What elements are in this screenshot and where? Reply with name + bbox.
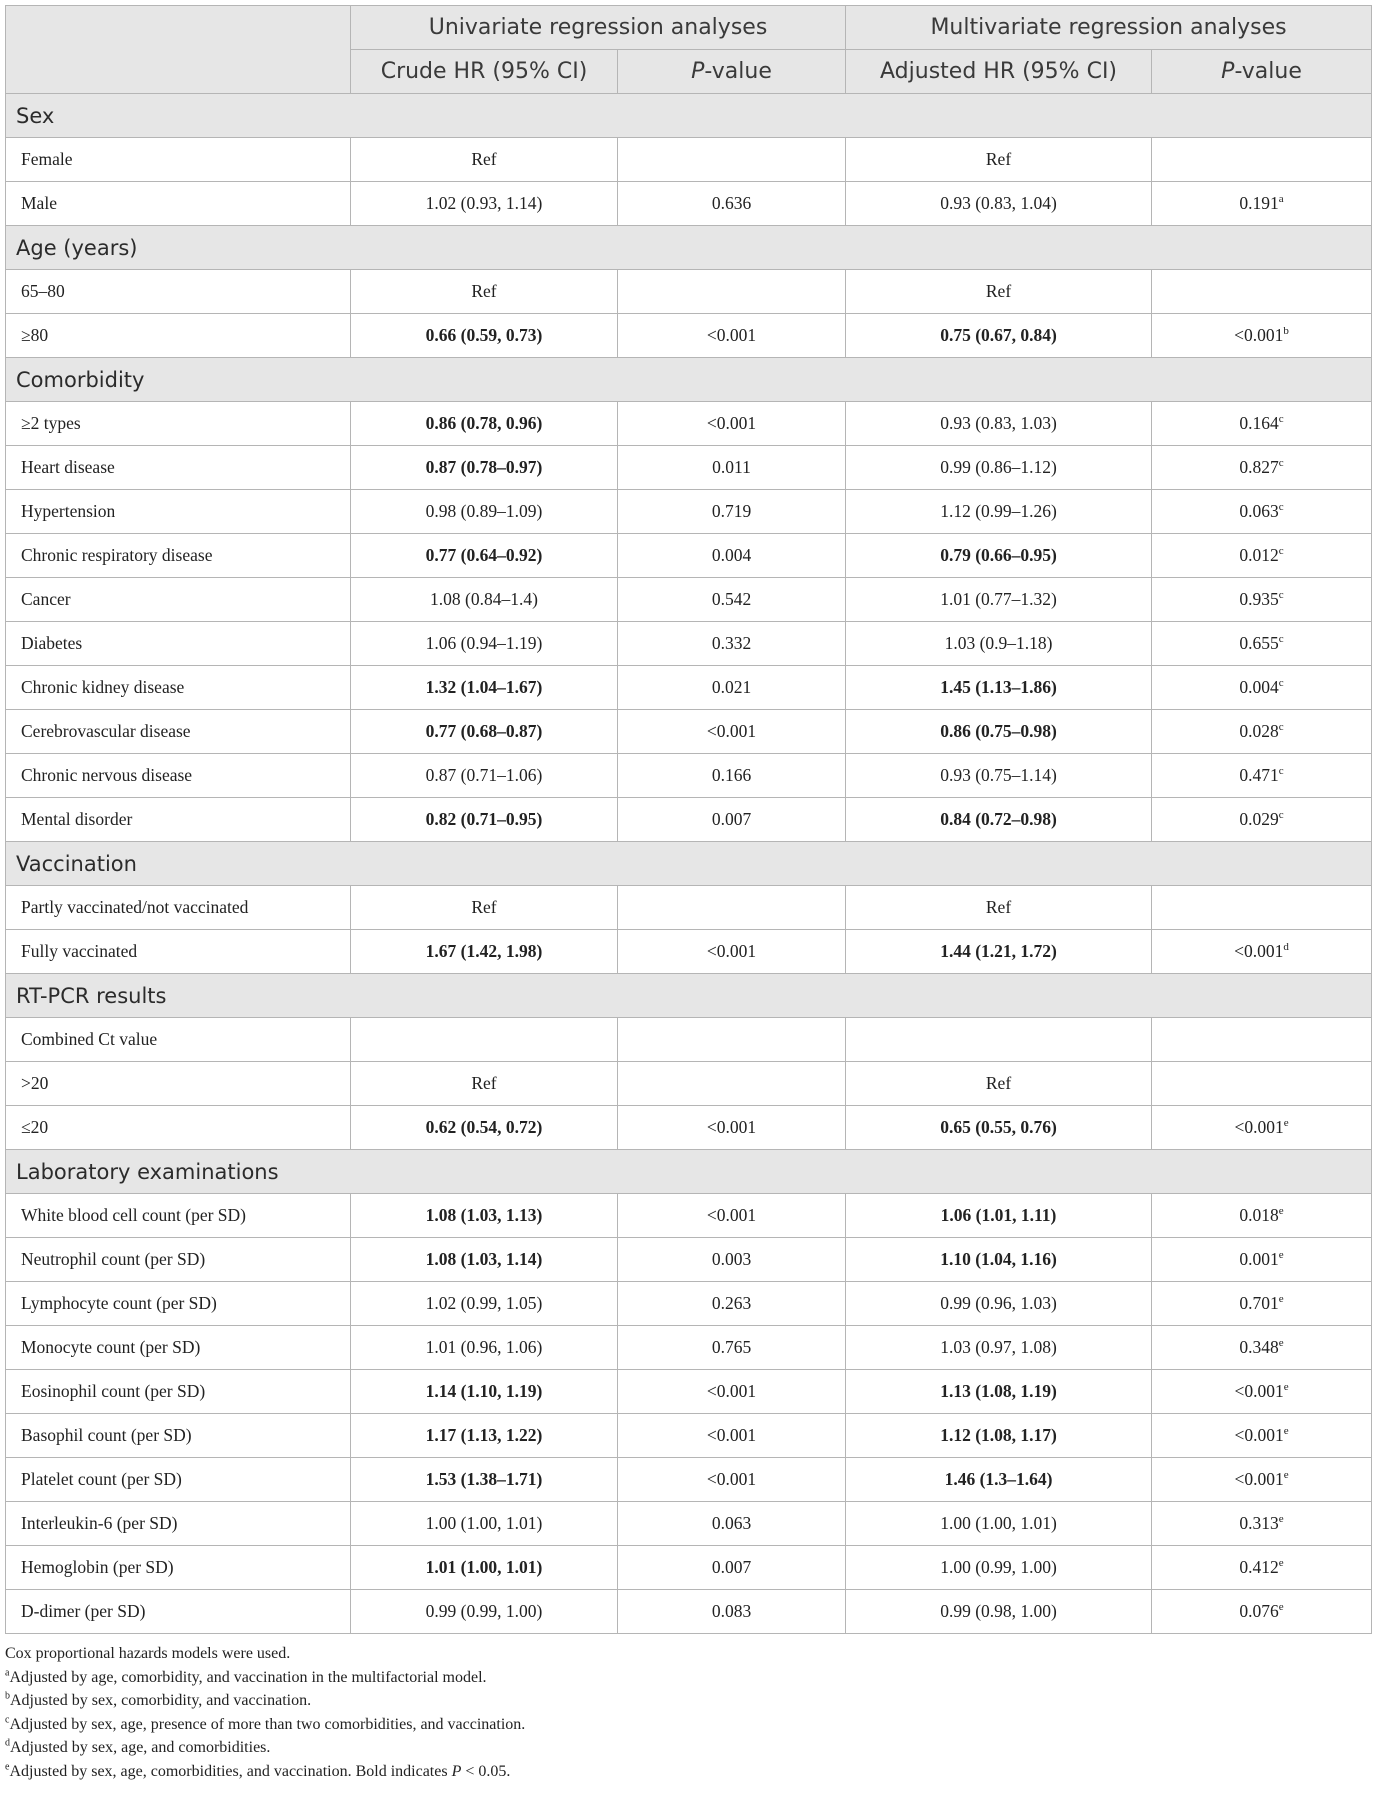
- table-row: [6, 270, 1372, 314]
- section-row: [6, 94, 1372, 138]
- table-row: [6, 1326, 1372, 1370]
- p-value-multivariate-cell: [1152, 490, 1372, 534]
- footnote-mark: c: [1278, 501, 1284, 514]
- p-value-univariate-cell: 0.004: [618, 534, 846, 578]
- crude-hr-cell: 1.08 (0.84–1.4): [351, 578, 618, 622]
- table-row: [6, 578, 1372, 622]
- footnote-mark: e: [1278, 1601, 1284, 1614]
- adjusted-hr-cell: Ref: [846, 270, 1152, 314]
- header-empty-cell: [6, 6, 351, 94]
- p-suffix: -value: [704, 59, 772, 84]
- p-value-multivariate-cell: [1152, 1238, 1372, 1282]
- section-row: [6, 842, 1372, 886]
- crude-hr-cell: Ref: [351, 886, 618, 930]
- p-value-univariate-cell: 0.719: [618, 490, 846, 534]
- p-value: <0.001: [1234, 941, 1284, 961]
- p-value: 0.935: [1239, 589, 1279, 609]
- footnote-mark: e: [5, 1761, 10, 1773]
- footnote-c: [5, 1713, 1371, 1737]
- crude-hr-cell: 1.00 (1.00, 1.01): [351, 1502, 618, 1546]
- table-row: [6, 1018, 1372, 1062]
- table-row: [6, 402, 1372, 446]
- row-label: Hypertension: [6, 490, 351, 534]
- crude-hr-cell: 0.62 (0.54, 0.72): [351, 1106, 618, 1150]
- footnote-mark: c: [1278, 721, 1284, 734]
- p-value-univariate-cell: <0.001: [618, 930, 846, 974]
- p-value: 0.076: [1239, 1601, 1279, 1621]
- footnote-mark: e: [1278, 1557, 1284, 1570]
- table-container: [5, 5, 1371, 1783]
- table-row: [6, 798, 1372, 842]
- p-value-univariate-cell: [618, 886, 846, 930]
- adjusted-hr-cell: 1.01 (0.77–1.32): [846, 578, 1152, 622]
- footnote-mark: e: [1278, 1337, 1284, 1350]
- adjusted-hr-cell: 0.75 (0.67, 0.84): [846, 314, 1152, 358]
- footnote-text: Adjusted by sex, age, comorbidities, and vaccination. Bold indicates: [9, 1762, 452, 1780]
- p-value-multivariate-cell: [1152, 1326, 1372, 1370]
- header-p-value-multivariate: [1152, 50, 1372, 94]
- header-p-value-univariate: [618, 50, 846, 94]
- section-title: Sex: [6, 94, 1372, 138]
- p-value-univariate-cell: <0.001: [618, 1370, 846, 1414]
- p-value-univariate-cell: 0.542: [618, 578, 846, 622]
- table-row: [6, 1106, 1372, 1150]
- footnote-mark: c: [1278, 765, 1284, 778]
- row-label: Monocyte count (per SD): [6, 1326, 351, 1370]
- adjusted-hr-cell: 1.46 (1.3–1.64): [846, 1458, 1152, 1502]
- p-value: 0.028: [1239, 721, 1279, 741]
- adjusted-hr-cell: Ref: [846, 886, 1152, 930]
- p-value-multivariate-cell: [1152, 578, 1372, 622]
- adjusted-hr-cell: 0.99 (0.98, 1.00): [846, 1590, 1152, 1634]
- footnote-mark: b: [5, 1690, 10, 1702]
- footnote-italic: P: [451, 1762, 462, 1780]
- row-label: ≥80: [6, 314, 351, 358]
- section-title: Age (years): [6, 226, 1372, 270]
- p-value-univariate-cell: 0.765: [618, 1326, 846, 1370]
- table-row: [6, 446, 1372, 490]
- footnote-text: Adjusted by sex, age, presence of more than two comorbidities, and vaccination.: [9, 1715, 526, 1733]
- crude-hr-cell: 1.67 (1.42, 1.98): [351, 930, 618, 974]
- footnote-mark: e: [1283, 1425, 1289, 1438]
- row-label: Combined Ct value: [6, 1018, 351, 1062]
- footnote-main: Cox proportional hazards models were used.: [5, 1645, 291, 1662]
- footnote-mark: c: [1278, 633, 1284, 646]
- section-title: RT-PCR results: [6, 974, 1372, 1018]
- p-value-multivariate-cell: [1152, 710, 1372, 754]
- table-footnotes: [5, 1642, 1371, 1783]
- p-value-multivariate-cell: [1152, 1590, 1372, 1634]
- p-suffix: -value: [1234, 59, 1302, 84]
- p-value: 0.701: [1239, 1293, 1279, 1313]
- row-label: Male: [6, 182, 351, 226]
- p-value: 0.164: [1239, 413, 1279, 433]
- p-value-multivariate-cell: [1152, 402, 1372, 446]
- table-row: [6, 886, 1372, 930]
- adjusted-hr-cell: 0.93 (0.83, 1.03): [846, 402, 1152, 446]
- adjusted-hr-cell: 0.79 (0.66–0.95): [846, 534, 1152, 578]
- footnote-mark: e: [1283, 1117, 1289, 1130]
- header-crude-hr: Crude HR (95% CI): [351, 50, 618, 94]
- section-title: Laboratory examinations: [6, 1150, 1372, 1194]
- p-value-univariate-cell: <0.001: [618, 402, 846, 446]
- p-value: 0.029: [1239, 809, 1279, 829]
- p-value-multivariate-cell: [1152, 1194, 1372, 1238]
- p-value: <0.001: [1234, 1469, 1284, 1489]
- row-label: >20: [6, 1062, 351, 1106]
- adjusted-hr-cell: 1.03 (0.97, 1.08): [846, 1326, 1152, 1370]
- row-label: Interleukin-6 (per SD): [6, 1502, 351, 1546]
- adjusted-hr-cell: 0.93 (0.83, 1.04): [846, 182, 1152, 226]
- crude-hr-cell: 1.14 (1.10, 1.19): [351, 1370, 618, 1414]
- adjusted-hr-cell: 0.99 (0.96, 1.03): [846, 1282, 1152, 1326]
- p-value-multivariate-cell: [1152, 1018, 1372, 1062]
- p-value: 0.012: [1239, 545, 1279, 565]
- adjusted-hr-cell: 0.84 (0.72–0.98): [846, 798, 1152, 842]
- table-row: [6, 930, 1372, 974]
- footnote-b: [5, 1689, 1371, 1713]
- p-value-multivariate-cell: [1152, 1502, 1372, 1546]
- footnote-mark: a: [1278, 193, 1284, 206]
- row-label: Chronic kidney disease: [6, 666, 351, 710]
- p-value-univariate-cell: <0.001: [618, 1106, 846, 1150]
- regression-table: [5, 5, 1372, 1634]
- p-value-multivariate-cell: [1152, 446, 1372, 490]
- footnote-mark: e: [1278, 1205, 1284, 1218]
- row-label: Female: [6, 138, 351, 182]
- footnote-text: Adjusted by sex, age, and comorbidities.: [10, 1739, 271, 1756]
- p-value: 0.191: [1239, 193, 1279, 213]
- p-value-univariate-cell: <0.001: [618, 314, 846, 358]
- footnote-mark: e: [1278, 1513, 1284, 1526]
- row-label: Cancer: [6, 578, 351, 622]
- table-row: [6, 1370, 1372, 1414]
- adjusted-hr-cell: 1.44 (1.21, 1.72): [846, 930, 1152, 974]
- row-label: Chronic nervous disease: [6, 754, 351, 798]
- row-label: ≤20: [6, 1106, 351, 1150]
- p-value-univariate-cell: 0.166: [618, 754, 846, 798]
- adjusted-hr-cell: 1.00 (1.00, 1.01): [846, 1502, 1152, 1546]
- p-value-multivariate-cell: [1152, 1458, 1372, 1502]
- crude-hr-cell: 0.77 (0.68–0.87): [351, 710, 618, 754]
- p-value-multivariate-cell: [1152, 534, 1372, 578]
- row-label: 65–80: [6, 270, 351, 314]
- p-value-univariate-cell: [618, 270, 846, 314]
- p-value-univariate-cell: 0.332: [618, 622, 846, 666]
- crude-hr-cell: 1.17 (1.13, 1.22): [351, 1414, 618, 1458]
- p-value-univariate-cell: [618, 1062, 846, 1106]
- row-label: Mental disorder: [6, 798, 351, 842]
- p-value-univariate-cell: <0.001: [618, 710, 846, 754]
- adjusted-hr-cell: 1.45 (1.13–1.86): [846, 666, 1152, 710]
- p-value-univariate-cell: 0.007: [618, 1546, 846, 1590]
- crude-hr-cell: 0.87 (0.71–1.06): [351, 754, 618, 798]
- p-value-univariate-cell: 0.003: [618, 1238, 846, 1282]
- footnote-d: [5, 1736, 1371, 1760]
- crude-hr-cell: 0.99 (0.99, 1.00): [351, 1590, 618, 1634]
- row-label: Chronic respiratory disease: [6, 534, 351, 578]
- adjusted-hr-cell: 1.03 (0.9–1.18): [846, 622, 1152, 666]
- p-value-multivariate-cell: [1152, 1062, 1372, 1106]
- table-row: [6, 490, 1372, 534]
- section-title: Vaccination: [6, 842, 1372, 886]
- p-value: 0.018: [1239, 1205, 1279, 1225]
- p-value: <0.001: [1234, 1381, 1284, 1401]
- crude-hr-cell: 0.87 (0.78–0.97): [351, 446, 618, 490]
- p-value: 0.471: [1239, 765, 1279, 785]
- adjusted-hr-cell: 1.12 (0.99–1.26): [846, 490, 1152, 534]
- table-row: [6, 1238, 1372, 1282]
- footnote-mark: d: [1283, 941, 1289, 954]
- footnote-mark: e: [1278, 1293, 1284, 1306]
- crude-hr-cell: 0.66 (0.59, 0.73): [351, 314, 618, 358]
- table-row: [6, 1590, 1372, 1634]
- row-label: White blood cell count (per SD): [6, 1194, 351, 1238]
- section-title: Comorbidity: [6, 358, 1372, 402]
- table-row: [6, 754, 1372, 798]
- row-label: Fully vaccinated: [6, 930, 351, 974]
- p-value-multivariate-cell: [1152, 1414, 1372, 1458]
- p-value-multivariate-cell: [1152, 1106, 1372, 1150]
- footnote-a: [5, 1666, 1371, 1690]
- footnote-mark: e: [1278, 1249, 1284, 1262]
- crude-hr-cell: [351, 1018, 618, 1062]
- p-value-multivariate-cell: [1152, 886, 1372, 930]
- footnote-mark: c: [1278, 809, 1284, 822]
- p-value-multivariate-cell: [1152, 314, 1372, 358]
- table-row: [6, 314, 1372, 358]
- crude-hr-cell: Ref: [351, 138, 618, 182]
- p-value-univariate-cell: 0.021: [618, 666, 846, 710]
- adjusted-hr-cell: [846, 1018, 1152, 1062]
- table-row: [6, 1502, 1372, 1546]
- adjusted-hr-cell: 1.00 (0.99, 1.00): [846, 1546, 1152, 1590]
- header-univariate: Univariate regression analyses: [351, 6, 846, 50]
- section-row: [6, 1150, 1372, 1194]
- p-value-multivariate-cell: [1152, 1546, 1372, 1590]
- table-row: [6, 1458, 1372, 1502]
- crude-hr-cell: 1.01 (1.00, 1.01): [351, 1546, 618, 1590]
- p-value: 0.001: [1239, 1249, 1279, 1269]
- footnote-mark: e: [1283, 1381, 1289, 1394]
- crude-hr-cell: 1.08 (1.03, 1.14): [351, 1238, 618, 1282]
- p-value-univariate-cell: 0.063: [618, 1502, 846, 1546]
- row-label: Eosinophil count (per SD): [6, 1370, 351, 1414]
- adjusted-hr-cell: 0.86 (0.75–0.98): [846, 710, 1152, 754]
- crude-hr-cell: 1.02 (0.93, 1.14): [351, 182, 618, 226]
- p-value-univariate-cell: 0.007: [618, 798, 846, 842]
- row-label: Hemoglobin (per SD): [6, 1546, 351, 1590]
- table-row: [6, 1546, 1372, 1590]
- p-value: 0.412: [1239, 1557, 1279, 1577]
- row-label: ≥2 types: [6, 402, 351, 446]
- crude-hr-cell: 0.86 (0.78, 0.96): [351, 402, 618, 446]
- crude-hr-cell: 1.06 (0.94–1.19): [351, 622, 618, 666]
- adjusted-hr-cell: 0.65 (0.55, 0.76): [846, 1106, 1152, 1150]
- footnote-text: Adjusted by sex, comorbidity, and vaccination.: [10, 1692, 312, 1709]
- table-row: [6, 1062, 1372, 1106]
- table-row: [6, 138, 1372, 182]
- p-value-univariate-cell: 0.083: [618, 1590, 846, 1634]
- header-adjusted-hr: Adjusted HR (95% CI): [846, 50, 1152, 94]
- table-row: [6, 666, 1372, 710]
- crude-hr-cell: 1.01 (0.96, 1.06): [351, 1326, 618, 1370]
- footnote-text: Adjusted by age, comorbidity, and vaccination in the multifactorial model.: [9, 1668, 487, 1686]
- p-value-multivariate-cell: [1152, 798, 1372, 842]
- p-value: 0.313: [1239, 1513, 1279, 1533]
- header-group-row: [6, 6, 1372, 50]
- crude-hr-cell: 1.02 (0.99, 1.05): [351, 1282, 618, 1326]
- crude-hr-cell: 1.32 (1.04–1.67): [351, 666, 618, 710]
- adjusted-hr-cell: 1.12 (1.08, 1.17): [846, 1414, 1152, 1458]
- table-row: [6, 710, 1372, 754]
- row-label: Neutrophil count (per SD): [6, 1238, 351, 1282]
- table-row: [6, 622, 1372, 666]
- footnote-mark: c: [1278, 413, 1284, 426]
- p-value: <0.001: [1234, 325, 1284, 345]
- adjusted-hr-cell: 0.93 (0.75–1.14): [846, 754, 1152, 798]
- crude-hr-cell: Ref: [351, 1062, 618, 1106]
- row-label: Platelet count (per SD): [6, 1458, 351, 1502]
- footnote-mark: c: [1278, 457, 1284, 470]
- table-row: [6, 1282, 1372, 1326]
- footnote-mark: e: [1283, 1469, 1289, 1482]
- footnote-mark: a: [5, 1667, 10, 1679]
- crude-hr-cell: 1.08 (1.03, 1.13): [351, 1194, 618, 1238]
- footnote-mark: b: [1283, 325, 1289, 338]
- p-value-univariate-cell: 0.263: [618, 1282, 846, 1326]
- p-value-multivariate-cell: [1152, 182, 1372, 226]
- section-row: [6, 974, 1372, 1018]
- footnote-mark: c: [5, 1714, 10, 1726]
- footnote-mark: c: [1278, 545, 1284, 558]
- p-value-univariate-cell: <0.001: [618, 1458, 846, 1502]
- footnote-mark: d: [5, 1737, 10, 1749]
- row-label: Cerebrovascular disease: [6, 710, 351, 754]
- p-value: <0.001: [1234, 1425, 1284, 1445]
- p-letter: P: [1221, 59, 1235, 84]
- row-label: D-dimer (per SD): [6, 1590, 351, 1634]
- p-value: 0.004: [1239, 677, 1279, 697]
- p-value: 0.827: [1239, 457, 1279, 477]
- p-value: 0.348: [1239, 1337, 1279, 1357]
- row-label: Heart disease: [6, 446, 351, 490]
- footnote-e: [5, 1760, 1371, 1784]
- crude-hr-cell: 0.82 (0.71–0.95): [351, 798, 618, 842]
- crude-hr-cell: 1.53 (1.38–1.71): [351, 1458, 618, 1502]
- p-value-univariate-cell: <0.001: [618, 1414, 846, 1458]
- footnote-mark: c: [1278, 677, 1284, 690]
- p-value-univariate-cell: 0.636: [618, 182, 846, 226]
- adjusted-hr-cell: 0.99 (0.86–1.12): [846, 446, 1152, 490]
- section-row: [6, 226, 1372, 270]
- adjusted-hr-cell: 1.10 (1.04, 1.16): [846, 1238, 1152, 1282]
- crude-hr-cell: 0.77 (0.64–0.92): [351, 534, 618, 578]
- row-label: Partly vaccinated/not vaccinated: [6, 886, 351, 930]
- adjusted-hr-cell: Ref: [846, 138, 1152, 182]
- table-body: [6, 94, 1372, 1634]
- table-row: [6, 1414, 1372, 1458]
- crude-hr-cell: 0.98 (0.89–1.09): [351, 490, 618, 534]
- adjusted-hr-cell: Ref: [846, 1062, 1152, 1106]
- p-value-univariate-cell: <0.001: [618, 1194, 846, 1238]
- crude-hr-cell: Ref: [351, 270, 618, 314]
- table-row: [6, 182, 1372, 226]
- adjusted-hr-cell: 1.13 (1.08, 1.19): [846, 1370, 1152, 1414]
- p-value: <0.001: [1234, 1117, 1284, 1137]
- p-value-multivariate-cell: [1152, 754, 1372, 798]
- adjusted-hr-cell: 1.06 (1.01, 1.11): [846, 1194, 1152, 1238]
- p-value-multivariate-cell: [1152, 666, 1372, 710]
- p-value-multivariate-cell: [1152, 622, 1372, 666]
- p-value-univariate-cell: [618, 138, 846, 182]
- row-label: Diabetes: [6, 622, 351, 666]
- row-label: Lymphocyte count (per SD): [6, 1282, 351, 1326]
- p-value-multivariate-cell: [1152, 138, 1372, 182]
- table-row: [6, 534, 1372, 578]
- footnote-tail: < 0.05.: [461, 1762, 511, 1780]
- footnote-mark: c: [1278, 589, 1284, 602]
- row-label: Basophil count (per SD): [6, 1414, 351, 1458]
- table-header: [6, 6, 1372, 94]
- p-value-multivariate-cell: [1152, 930, 1372, 974]
- p-value-univariate-cell: 0.011: [618, 446, 846, 490]
- p-value-multivariate-cell: [1152, 1370, 1372, 1414]
- section-row: [6, 358, 1372, 402]
- p-letter: P: [691, 59, 705, 84]
- header-multivariate: Multivariate regression analyses: [846, 6, 1372, 50]
- p-value-multivariate-cell: [1152, 1282, 1372, 1326]
- p-value: 0.655: [1239, 633, 1279, 653]
- p-value: 0.063: [1239, 501, 1279, 521]
- p-value-multivariate-cell: [1152, 270, 1372, 314]
- p-value-univariate-cell: [618, 1018, 846, 1062]
- table-row: [6, 1194, 1372, 1238]
